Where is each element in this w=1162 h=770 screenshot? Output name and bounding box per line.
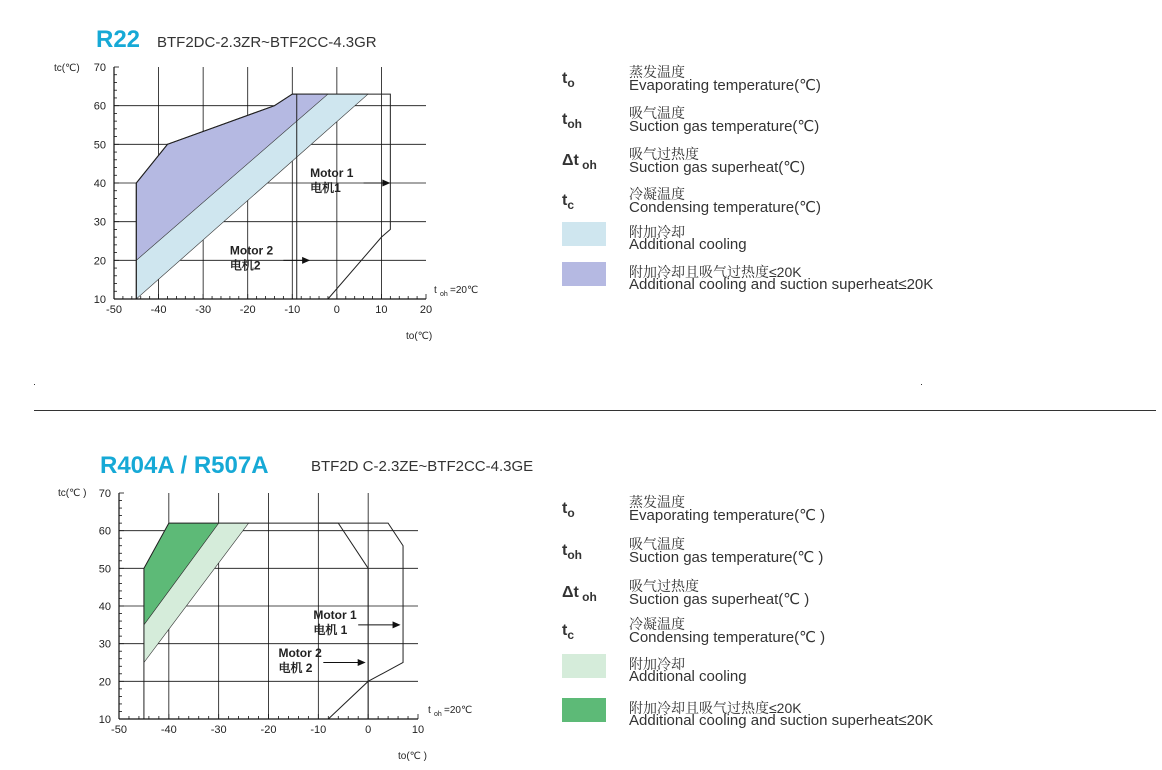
- y-tick-label: 30: [93, 216, 106, 229]
- y-tick-label: 50: [93, 139, 106, 152]
- legend-swatch: [562, 262, 606, 286]
- y-tick-label: 40: [93, 178, 106, 190]
- y-tick-label: 50: [98, 563, 111, 576]
- x-axis-label: to(℃ ): [398, 751, 428, 762]
- model-range: BTF2DC-2.3ZR~BTF2CC-4.3GR: [157, 34, 377, 51]
- legend-symbol-sub: c: [567, 198, 575, 213]
- motor-2-arrow-head: [358, 659, 366, 666]
- legend-label-en: Additional cooling: [629, 668, 747, 685]
- legend-symbol: [562, 70, 575, 90]
- y-tick-label: 70: [93, 62, 106, 74]
- legend-label-zh: 附加冷却: [629, 656, 685, 672]
- legend-label-en: Suction gas temperature(℃): [629, 118, 820, 135]
- x-tick-label: -10: [284, 304, 301, 316]
- y-tick-label: 60: [98, 525, 111, 538]
- x-tick-label: -50: [106, 304, 122, 316]
- legend-symbol: [562, 192, 574, 212]
- condition-note-sub: oh: [440, 291, 448, 298]
- legend-label-zh: 附加冷却: [629, 224, 685, 240]
- legend-label-en: Suction gas superheat(℃): [629, 159, 806, 176]
- legend-label-en: Condensing temperature(℃ ): [629, 629, 826, 646]
- motor-1-arrow-head: [393, 621, 401, 628]
- legend-symbol-sub: c: [567, 628, 575, 643]
- motor-2-arrow-head: [302, 257, 310, 264]
- motor-1-arrow-head: [382, 180, 390, 187]
- legend-symbol-sub: oh: [567, 548, 582, 563]
- operating-envelope-chart-r22: [40, 55, 510, 355]
- condition-note-value: =20℃: [444, 705, 473, 716]
- y-tick-label: 20: [93, 255, 106, 268]
- legend-label-zh: 吸气过热度: [629, 146, 699, 162]
- condition-note: t: [434, 285, 437, 296]
- condition-note-sub: oh: [434, 711, 442, 718]
- legend-symbol-main: t: [562, 192, 568, 209]
- y-tick-label: 40: [98, 601, 111, 613]
- y-tick-label: 60: [93, 100, 106, 113]
- legend-label-zh: 吸气过热度: [629, 578, 699, 594]
- x-tick-label: -50: [111, 724, 127, 736]
- x-tick-label: -30: [195, 304, 212, 316]
- x-tick-label: 0: [333, 304, 340, 316]
- legend-swatch: [562, 698, 606, 722]
- condition-note: t: [428, 705, 431, 716]
- legend-label-en: Suction gas superheat(℃ ): [629, 591, 810, 608]
- legend-label-en: Additional cooling and suction superheat≤20K: [629, 276, 934, 293]
- motor-1-label-zh: 电机1: [310, 181, 341, 196]
- legend-label-en: Evaporating temperature(℃ ): [629, 507, 826, 524]
- legend-label-zh: 吸气温度: [629, 105, 685, 121]
- motor-2-label: Motor 2: [229, 243, 274, 258]
- legend-symbol-main: Δt: [562, 584, 579, 601]
- model-range: BTF2D C-2.3ZE~BTF2CC-4.3GE: [311, 458, 534, 475]
- legend-symbol-sub: oh: [578, 590, 597, 605]
- legend-symbol: [562, 584, 597, 604]
- section-title: R22: [96, 26, 141, 53]
- y-tick-label: 30: [98, 638, 111, 651]
- legend-label-zh: 附加冷却且吸气过热度≤20K: [629, 264, 802, 280]
- x-tick-label: -40: [150, 304, 167, 316]
- legend-symbol-sub: oh: [578, 158, 597, 173]
- legend-swatch: [562, 222, 606, 246]
- motor-1-label: Motor 1: [313, 608, 357, 623]
- legend-symbol-sub: o: [567, 506, 575, 521]
- x-tick-label: 10: [375, 304, 388, 316]
- legend-symbol-main: t: [562, 111, 568, 128]
- x-tick-label: -20: [260, 724, 277, 736]
- x-tick-label: -40: [160, 724, 177, 736]
- section-divider: [34, 410, 1156, 411]
- legend-symbol: [562, 152, 597, 172]
- legend-symbol: [562, 500, 575, 520]
- motor-1-label: Motor 1: [310, 166, 354, 181]
- legend-symbol-main: t: [562, 622, 568, 639]
- y-tick-label: 10: [93, 294, 106, 306]
- legend-label-en: Condensing temperature(℃): [629, 199, 821, 216]
- legend-label-zh: 蒸发温度: [629, 64, 685, 80]
- legend-symbol-main: t: [562, 500, 568, 517]
- legend-label-zh: 附加冷却且吸气过热度≤20K: [629, 700, 802, 716]
- page-dot: [921, 384, 922, 385]
- condition-note-value: =20℃: [450, 285, 479, 296]
- legend-symbol-sub: o: [567, 76, 575, 91]
- x-tick-label: -20: [239, 304, 256, 316]
- legend-label-zh: 蒸发温度: [629, 494, 685, 510]
- x-tick-label: -30: [210, 724, 227, 736]
- motor-2-label-zh: 电机2: [229, 258, 261, 273]
- y-axis-label: tc(℃ ): [58, 488, 87, 499]
- page-dot: [34, 384, 35, 385]
- x-tick-label: -10: [310, 724, 327, 736]
- operating-envelope-chart-r404a-r507a: [40, 480, 510, 770]
- section-title: R404A / R507A: [100, 452, 269, 479]
- legend-label-en: Additional cooling: [629, 236, 747, 253]
- motor-2-label-zh: 电机 2: [278, 660, 313, 675]
- legend-symbol-main: t: [562, 70, 568, 87]
- legend-symbol: [562, 622, 574, 642]
- legend-swatch: [562, 654, 606, 678]
- y-tick-label: 70: [98, 488, 111, 500]
- legend-label-en: Additional cooling and suction superheat≤20K: [629, 712, 934, 729]
- legend-label-zh: 冷凝温度: [629, 616, 685, 632]
- region-additional-cooling-superheat: [136, 94, 328, 260]
- x-axis-label: to(℃): [406, 331, 433, 342]
- motor-2-label: Motor 2: [278, 645, 322, 660]
- legend-label-en: Evaporating temperature(℃): [629, 77, 821, 94]
- legend-symbol-main: t: [562, 542, 568, 559]
- y-tick-label: 20: [98, 676, 111, 689]
- x-tick-label: 10: [411, 724, 425, 736]
- x-tick-label: 0: [365, 724, 372, 736]
- x-tick-label: 20: [419, 304, 433, 316]
- legend-label-zh: 冷凝温度: [629, 186, 685, 202]
- motor-1-label-zh: 电机 1: [313, 623, 348, 638]
- legend-label-en: Suction gas temperature(℃ ): [629, 549, 824, 566]
- y-axis-label: tc(℃): [54, 63, 80, 74]
- legend-symbol-sub: oh: [567, 117, 582, 132]
- legend-symbol: [562, 542, 582, 562]
- legend-symbol-main: Δt: [562, 152, 579, 169]
- legend-label-zh: 吸气温度: [629, 536, 685, 552]
- y-tick-label: 10: [98, 714, 111, 726]
- legend-symbol: [562, 111, 582, 131]
